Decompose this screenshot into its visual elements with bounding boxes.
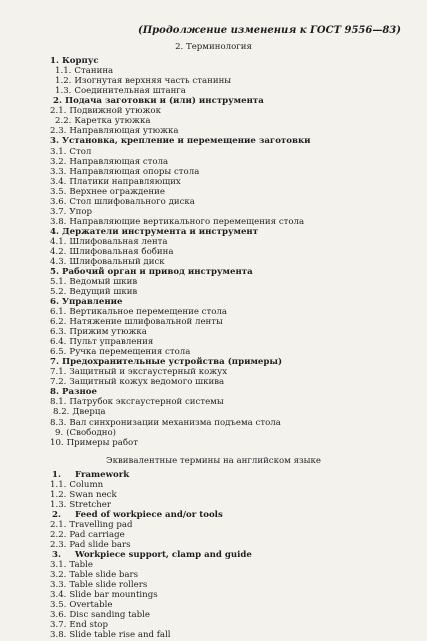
term-number: 6.5. bbox=[50, 347, 67, 357]
term-number: 2.3. bbox=[50, 540, 67, 550]
term-en-item bbox=[50, 610, 150, 620]
term-text: Платики направляющих bbox=[69, 177, 181, 187]
term-number: 5.2. bbox=[50, 287, 67, 297]
term-en-item bbox=[50, 520, 132, 530]
term-ru-item bbox=[50, 277, 137, 287]
term-number: 2.1. bbox=[50, 520, 67, 530]
term-number: 4.1. bbox=[50, 237, 67, 247]
term-number: 8.2. bbox=[53, 407, 70, 417]
term-number: 7.2. bbox=[50, 377, 67, 387]
term-en-item bbox=[50, 560, 93, 570]
term-en-item bbox=[50, 630, 171, 640]
term-text: Подача заготовки и (или) инструмента bbox=[64, 96, 264, 106]
term-text: Дверца bbox=[72, 407, 106, 417]
term-ru-item bbox=[50, 237, 168, 247]
term-number: 3.5. bbox=[50, 600, 67, 610]
term-ru-item bbox=[50, 147, 91, 157]
term-text: Шлифовальный диск bbox=[69, 257, 165, 267]
term-number: 3.3. bbox=[50, 580, 67, 590]
term-text: Корпус bbox=[61, 56, 99, 66]
term-ru-item bbox=[50, 397, 224, 407]
term-number: 2.2. bbox=[50, 530, 67, 540]
term-text: Натяжение шлифовальной ленты bbox=[69, 317, 223, 327]
term-text: Соединительная штанга bbox=[74, 86, 186, 96]
term-ru-item bbox=[50, 267, 253, 277]
term-number: 3.6. bbox=[50, 197, 67, 207]
term-number: 3.7. bbox=[50, 620, 67, 630]
term-text: Workpiece support, clamp and guide bbox=[75, 550, 252, 560]
term-ru-item bbox=[50, 106, 161, 116]
term-number: 2.3. bbox=[50, 126, 67, 136]
term-number: 10. bbox=[50, 438, 64, 448]
term-ru-item bbox=[50, 337, 153, 347]
term-ru-item bbox=[50, 438, 138, 448]
term-en-item bbox=[52, 510, 223, 520]
term-number: 4.3. bbox=[50, 257, 67, 267]
term-number: 6. bbox=[50, 297, 59, 307]
term-text: Table bbox=[69, 560, 93, 570]
term-number: 1.3. bbox=[55, 86, 72, 96]
term-number: 2. bbox=[53, 96, 62, 106]
term-number: 3.4. bbox=[50, 177, 67, 187]
term-text: Подвижной утюжок bbox=[69, 106, 161, 116]
term-en-item bbox=[50, 480, 103, 490]
term-text: Направляющая стола bbox=[69, 157, 169, 167]
term-text: Направляющая утюжка bbox=[69, 126, 179, 136]
term-text: Ручка перемещения стола bbox=[69, 347, 191, 357]
term-text: Slide bar mountings bbox=[69, 590, 158, 600]
term-number: 7. bbox=[50, 357, 59, 367]
term-en-item bbox=[50, 530, 125, 540]
term-ru-item bbox=[50, 387, 97, 397]
term-ru-item bbox=[50, 307, 227, 317]
term-text: Ведущий шкив bbox=[69, 287, 138, 297]
term-text: Стол шлифовального диска bbox=[69, 197, 195, 207]
page-heading: (Продолжение изменения к ГОСТ 9556—83) bbox=[137, 25, 401, 36]
term-number: 6.2. bbox=[50, 317, 67, 327]
term-number: 4. bbox=[50, 227, 59, 237]
term-en-item bbox=[52, 470, 129, 480]
term-number: 3. bbox=[50, 136, 59, 146]
term-ru-item bbox=[50, 297, 122, 307]
term-text: Framework bbox=[75, 470, 130, 480]
term-ru-item bbox=[50, 257, 165, 267]
term-text: Slide table rise and fall bbox=[69, 630, 171, 640]
term-en-item bbox=[50, 500, 111, 510]
term-number: 3. bbox=[52, 550, 61, 560]
term-number: 3.8. bbox=[50, 217, 67, 227]
term-text: Table slide rollers bbox=[69, 580, 148, 590]
term-text: Управление bbox=[61, 297, 123, 307]
term-en-item bbox=[50, 570, 138, 580]
term-number: 2. bbox=[52, 510, 61, 520]
term-text: Предохранительные устройства (примеры) bbox=[61, 357, 283, 367]
term-text: Disc sanding table bbox=[69, 610, 150, 620]
term-number: 6.3. bbox=[50, 327, 67, 337]
term-text: Overtable bbox=[69, 600, 113, 610]
term-text: Шлифовальная лента bbox=[69, 237, 168, 247]
term-ru-item bbox=[55, 76, 231, 86]
term-ru-item bbox=[50, 136, 311, 146]
term-text: Пульт управления bbox=[69, 337, 154, 347]
term-text: Станина bbox=[74, 66, 114, 76]
term-ru-item bbox=[50, 56, 99, 66]
term-ru-item bbox=[50, 327, 147, 337]
term-ru-item bbox=[50, 217, 304, 227]
term-number: 2.2. bbox=[55, 116, 72, 126]
term-ru-item bbox=[50, 227, 258, 237]
term-text: Установка, крепление и перемещение заготовки bbox=[61, 136, 311, 146]
term-text: Направляющие вертикального перемещения стола bbox=[69, 217, 305, 227]
term-en-item bbox=[50, 590, 158, 600]
term-ru-item bbox=[53, 407, 105, 417]
term-number: 5. bbox=[50, 267, 59, 277]
term-ru-item bbox=[50, 207, 92, 217]
term-text: Верхнее ограждение bbox=[69, 187, 165, 197]
term-number: 1.2. bbox=[55, 76, 72, 86]
term-number: 3.6. bbox=[50, 610, 67, 620]
term-ru-item bbox=[50, 287, 137, 297]
term-number: 3.2. bbox=[50, 570, 67, 580]
term-text: Feed of workpiece and/or tools bbox=[75, 510, 223, 520]
term-number: 3.5. bbox=[50, 187, 67, 197]
term-number: 3.4. bbox=[50, 590, 67, 600]
term-text: Стол bbox=[69, 147, 92, 157]
term-number: 7.1. bbox=[50, 367, 67, 377]
term-number: 1.1. bbox=[50, 480, 67, 490]
term-en-item bbox=[50, 620, 108, 630]
term-text: Изогнутая верхняя часть станины bbox=[74, 76, 232, 86]
term-number: 8.3. bbox=[50, 418, 67, 428]
term-text: Патрубок эксгаустерной системы bbox=[69, 397, 224, 407]
term-text: Упор bbox=[69, 207, 93, 217]
term-ru-item bbox=[50, 126, 179, 136]
term-text: Вал синхронизации механизма подъема стола bbox=[69, 418, 281, 428]
term-number: 3.8. bbox=[50, 630, 67, 640]
term-text: End stop bbox=[69, 620, 108, 630]
term-text: Держатели инструмента и инструмент bbox=[61, 227, 259, 237]
term-number: 3.2. bbox=[50, 157, 67, 167]
term-text: Pad carriage bbox=[69, 530, 125, 540]
term-number: 6.4. bbox=[50, 337, 67, 347]
term-number: 2.1. bbox=[50, 106, 67, 116]
term-ru-item bbox=[50, 357, 282, 367]
term-number: 1.2. bbox=[50, 490, 67, 500]
term-number: 9. bbox=[55, 428, 64, 438]
term-en-item bbox=[50, 580, 147, 590]
term-text: Направляющая опоры стола bbox=[69, 167, 200, 177]
term-ru-item bbox=[55, 86, 186, 96]
term-ru-item bbox=[50, 367, 227, 377]
term-ru-item bbox=[50, 317, 223, 327]
section-title-terminology: 2. Терминология bbox=[175, 42, 252, 52]
term-ru-item bbox=[55, 116, 150, 126]
term-number: 1. bbox=[52, 470, 61, 480]
term-ru-item bbox=[55, 66, 113, 76]
term-number: 1. bbox=[50, 56, 59, 66]
term-ru-item bbox=[50, 157, 168, 167]
term-en-item bbox=[50, 490, 117, 500]
term-text: Примеры работ bbox=[66, 438, 138, 448]
term-ru-item bbox=[50, 187, 165, 197]
section-title-english-equivalents: Эквивалентные термины на английском языке bbox=[106, 456, 321, 466]
term-ru-item bbox=[50, 197, 195, 207]
term-ru-item bbox=[50, 418, 281, 428]
term-ru-item bbox=[50, 177, 181, 187]
term-number: 3.1. bbox=[50, 560, 67, 570]
term-text: Прижим утюжка bbox=[69, 327, 147, 337]
term-en-item bbox=[52, 550, 252, 560]
term-number: 8. bbox=[50, 387, 59, 397]
term-number: 1.1. bbox=[55, 66, 72, 76]
term-text: Шлифовальная бобина bbox=[69, 247, 174, 257]
term-text: Travelling pad bbox=[69, 520, 133, 530]
term-ru-item bbox=[50, 347, 190, 357]
term-number: 5.1. bbox=[50, 277, 67, 287]
term-text: Защитный кожух ведомого шкива bbox=[69, 377, 225, 387]
term-text: Рабочий орган и привод инструмента bbox=[61, 267, 253, 277]
term-text: (Свободно) bbox=[66, 428, 117, 438]
term-text: Table slide bars bbox=[69, 570, 139, 580]
term-number: 4.2. bbox=[50, 247, 67, 257]
term-text: Каретка утюжка bbox=[74, 116, 151, 126]
term-ru-item bbox=[55, 428, 116, 438]
term-en-item bbox=[50, 600, 112, 610]
term-ru-item bbox=[50, 167, 199, 177]
term-text: Column bbox=[69, 480, 104, 490]
term-ru-item bbox=[53, 96, 264, 106]
term-text: Разное bbox=[61, 387, 97, 397]
term-number: 3.3. bbox=[50, 167, 67, 177]
term-number: 1.3. bbox=[50, 500, 67, 510]
term-number: 3.1. bbox=[50, 147, 67, 157]
term-text: Swan neck bbox=[69, 490, 117, 500]
term-text: Stretcher bbox=[69, 500, 111, 510]
term-ru-item bbox=[50, 377, 224, 387]
term-number: 3.7. bbox=[50, 207, 67, 217]
term-text: Pad slide bars bbox=[69, 540, 131, 550]
term-en-item bbox=[50, 540, 131, 550]
term-text: Вертикальное перемещение стола bbox=[69, 307, 227, 317]
term-text: Защитный и эксгаустерный кожух bbox=[69, 367, 228, 377]
term-ru-item bbox=[50, 247, 174, 257]
term-number: 6.1. bbox=[50, 307, 67, 317]
term-number: 8.1. bbox=[50, 397, 67, 407]
term-text: Ведомый шкив bbox=[69, 277, 138, 287]
